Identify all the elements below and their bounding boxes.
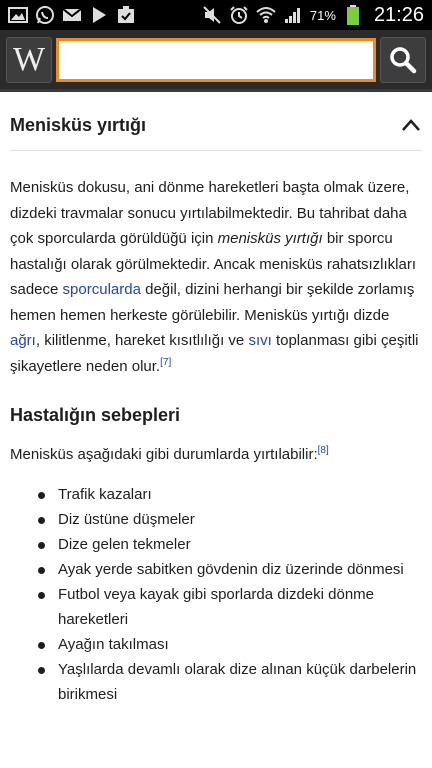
gmail-icon [62, 5, 82, 25]
causes-list [10, 482, 422, 707]
reference-link-7[interactable]: [7] [160, 356, 172, 368]
paragraph-text: Menisküs dokusu, ani dönme hareketleri başta olmak üzere, dizdeki travmalar sonucu yırtılabilmektedir. Bu tahribat daha çok sporcularda görüldüğü için [10, 179, 410, 247]
whatsapp-icon [35, 5, 55, 25]
list-item [38, 657, 422, 707]
wikipedia-logo-button[interactable]: W [6, 37, 52, 83]
list-item-text: Dize gelen tekmeler [58, 535, 191, 553]
list-item-text: Ayak yerde sabitken gövdenin diz üzerinde dönmesi [58, 560, 404, 578]
task-done-icon [116, 5, 136, 25]
alarm-icon [229, 5, 249, 25]
link-agri[interactable]: ağrı [10, 332, 36, 349]
list-item-text: Yaşlılarda devamlı olarak dize alınan küçük darbelerin birikmesi [58, 660, 417, 703]
bullet [38, 592, 45, 599]
collapse-chevron-icon[interactable] [400, 114, 422, 136]
emphasis-text: menisküs yırtığı [217, 230, 323, 247]
search-input[interactable] [56, 38, 376, 82]
bullet [38, 567, 45, 574]
play-store-icon [89, 5, 109, 25]
bullet [38, 492, 45, 499]
search-button[interactable] [380, 37, 426, 83]
status-bar [0, 0, 432, 30]
clock: 21:26 [373, 3, 424, 26]
list-item [38, 582, 422, 632]
paragraph-text: toplanması gibi çeşitli şikayetlere neden olur. [10, 332, 419, 375]
list-item [38, 532, 422, 557]
list-item-text: Trafik kazaları [58, 485, 152, 503]
bullet [38, 517, 45, 524]
subheading-causes: Hastalığın sebepleri [10, 405, 181, 425]
list-item-text: Ayağın takılması [58, 635, 169, 653]
list-item-text: Futbol veya kayak gibi sporlarda dizdeki dönme hareketleri [58, 585, 375, 628]
mute-icon [202, 5, 222, 25]
list-item [38, 507, 422, 532]
paragraph-text: Menisküs aşağıdaki gibi durumlarda yırtılabilir: [10, 446, 318, 463]
article-content [0, 92, 432, 707]
reference-link-8[interactable]: [8] [317, 445, 329, 456]
list-item [38, 482, 422, 507]
wifi-icon [256, 5, 276, 25]
paragraph-causes-intro [10, 442, 422, 468]
notification-icons [8, 5, 136, 25]
gallery-icon [8, 5, 28, 25]
section-title: Menisküs yırtığı [10, 114, 147, 135]
wikipedia-toolbar [0, 30, 432, 92]
section-header[interactable] [10, 92, 422, 151]
battery-percent: 71% [309, 7, 336, 23]
search-icon [388, 45, 418, 75]
bullet [38, 667, 45, 674]
bullet [38, 642, 45, 649]
system-icons [202, 4, 424, 27]
list-item [38, 632, 422, 657]
signal-icon [283, 5, 303, 25]
list-item-text: Diz üstüne düşmeler [58, 510, 195, 528]
paragraph-text: , kilitlenme, hareket kısıtlılığı ve [35, 332, 249, 349]
link-sporcularda[interactable]: sporcularda [62, 281, 141, 298]
paragraph-text: değil, dizini herhangi bir şekilde zorlamış hemen hemen herkeste görülebilir. Menisküs yırtığı dizde [10, 281, 415, 324]
list-item [38, 557, 422, 582]
battery-icon [343, 5, 363, 25]
link-sivi[interactable]: sıvı [248, 332, 272, 349]
paragraph-intro [10, 175, 422, 379]
paragraph-text: bir sporcu hastalığı olarak görülmektedir. Ancak menisküs rahatsızlıkları sadece [10, 230, 417, 298]
bullet [38, 542, 45, 549]
